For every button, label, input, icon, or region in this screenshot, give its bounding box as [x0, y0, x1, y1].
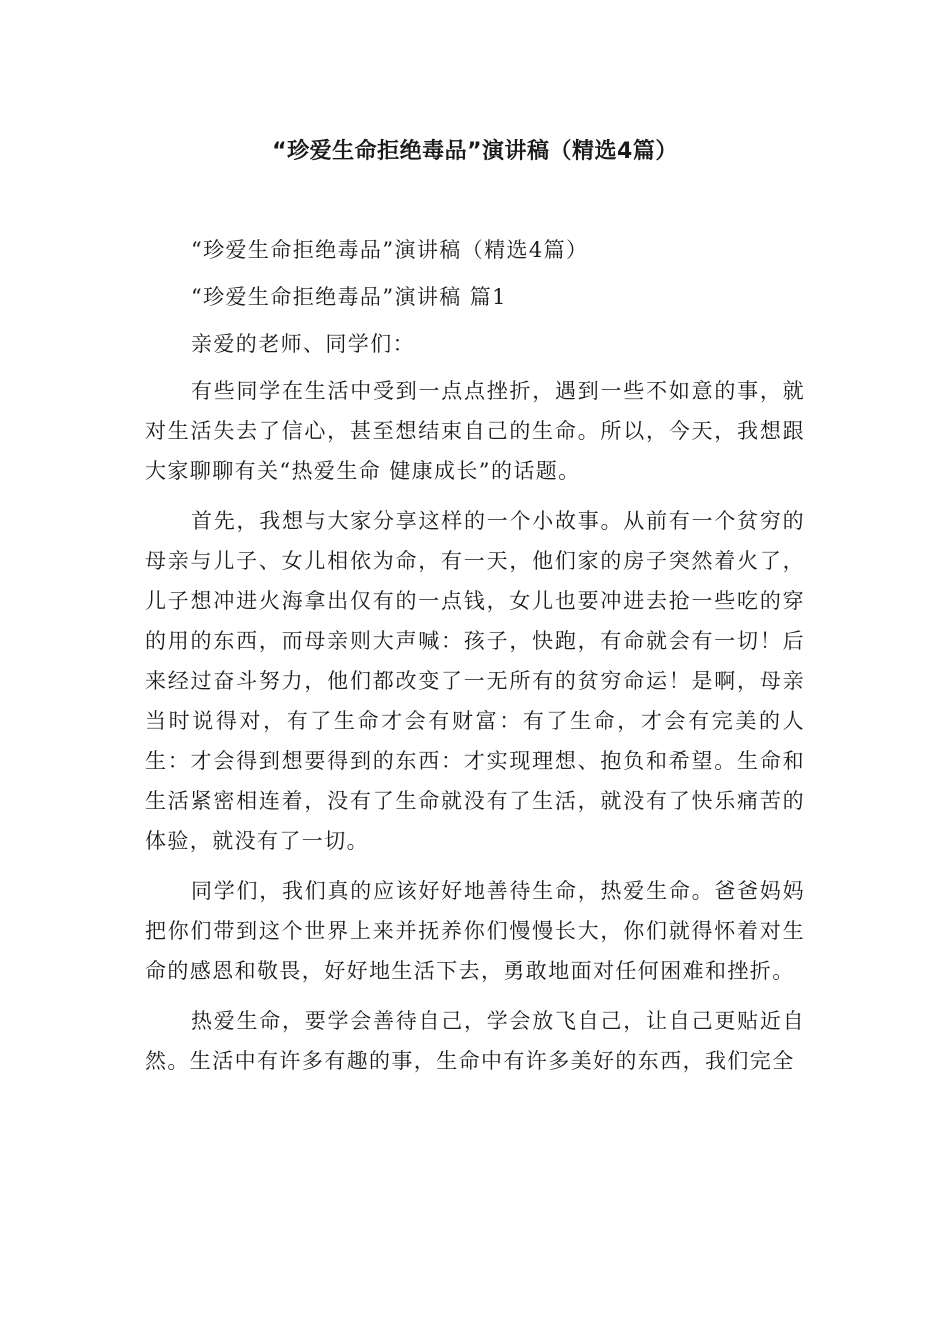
subtitle-paragraph: “珍爱生命拒绝毒品”演讲稿（精选4篇） — [191, 238, 589, 262]
body-paragraph-1: 有些同学在生活中受到一点点挫折，遇到一些不如意的事，就对生活失去了信心，甚至想结束自己的生命。所以，今天，我想跟大家聊聊有关“热爱生命 健康成长”的话题。 — [145, 379, 805, 483]
document-title: “珍爱生命拒绝毒品”演讲稿（精选4篇） — [272, 139, 678, 164]
body-paragraph-2: 首先，我想与大家分享这样的一个小故事。从前有一个贫穷的母亲与儿子、女儿相依为命，有一天，他们家的房子突然着火了，儿子想冲进火海拿出仅有的一点钱，女儿也要冲进去抢一些吃的穿的用的东西，而母亲则大声喊：孩子，快跑，有命就会有一切！后来经过奋斗努力，他们都改变了一无所有的贫穷命运！是啊，母亲当时说得对，有了生命才会有财富：有了生命，才会有完美的人生：才会得到想要得到的东西：才实现理想、抱负和希望。生命和生活紧密相连着，没有了生命就没有了生活，就没有了快乐痛苦的体验，就没有了一切。 — [145, 509, 805, 853]
salutation-paragraph: 亲爱的老师、同学们： — [191, 332, 415, 356]
body-paragraph-3: 同学们，我们真的应该好好地善待生命，热爱生命。爸爸妈妈把你们带到这个世界上来并抚养你们慢慢长大，你们就得怀着对生命的感恩和敬畏，好好地生活下去，勇敢地面对任何困难和挫折。 — [145, 879, 805, 983]
body-paragraph-4: 热爱生命，要学会善待自己，学会放飞自己，让自己更贴近自然。生活中有许多有趣的事，生命中有许多美好的东西，我们完全 — [145, 1009, 805, 1073]
document-body — [145, 230, 805, 1081]
section-heading: “珍爱生命拒绝毒品”演讲稿 篇1 — [191, 285, 507, 309]
